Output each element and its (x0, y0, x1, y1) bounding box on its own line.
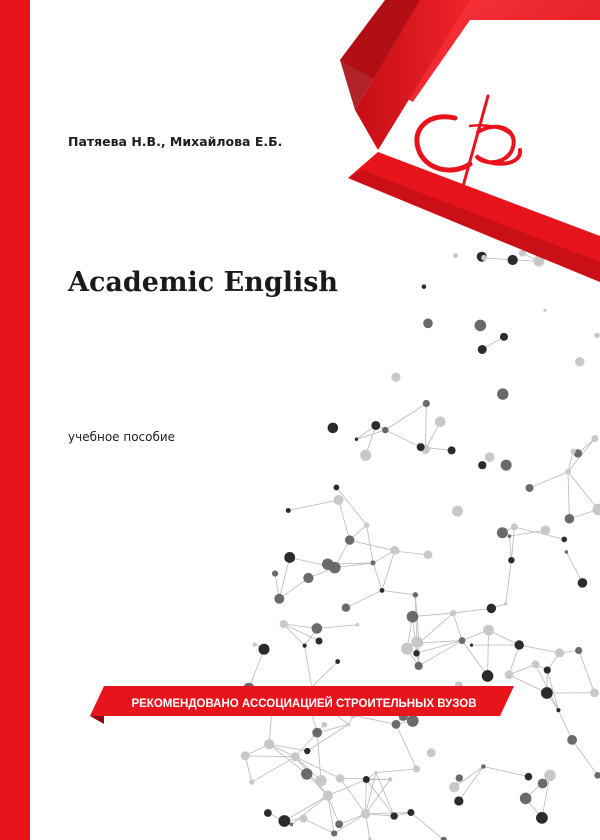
recommendation-banner-text: РЕКОМЕНДОВАНО АССОЦИАЦИЕЙ СТРОИТЕЛЬНЫХ ВУЗОВ (131, 698, 477, 710)
book-subtitle: учебное пособие (68, 430, 176, 444)
book-title: Academic English (68, 267, 339, 298)
authors: Патяева Н.В., Михайлова Е.Б. (68, 134, 283, 149)
